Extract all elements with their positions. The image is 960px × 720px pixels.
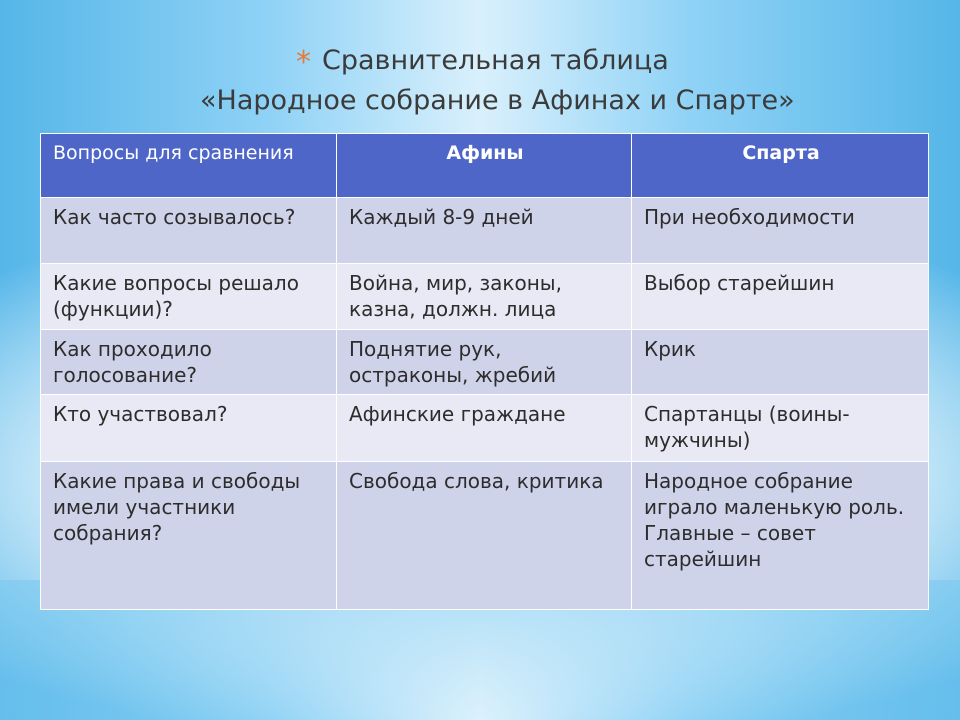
row-athens: Афинские граждане: [337, 395, 632, 462]
row-athens: Свобода слова, критика: [337, 462, 632, 610]
row-sparta: Выбор старейшин: [632, 264, 929, 330]
table-row: [41, 198, 929, 264]
row-question: Какие права и свободы имели участники собрания?: [41, 462, 337, 610]
table-row: [41, 462, 929, 610]
table-header-row: [41, 134, 929, 198]
table-row: [41, 264, 929, 330]
row-sparta: Народное собрание играло маленькую роль. Главные – совет старейшин: [632, 462, 929, 610]
title-line-2: «Народное собрание в Афинах и Спарте»: [200, 85, 795, 116]
header-athens: Афины: [337, 134, 632, 198]
bullet-star-icon: *: [296, 45, 311, 80]
title-line-1: Сравнительная таблица: [322, 45, 669, 76]
row-question: Как проходило голосование?: [41, 330, 337, 395]
table-row: [41, 395, 929, 462]
row-question: Как часто созывалось?: [41, 198, 337, 264]
row-sparta: При необходимости: [632, 198, 929, 264]
row-athens: Поднятие рук, остраконы, жребий: [337, 330, 632, 395]
row-question: Кто участвовал?: [41, 395, 337, 462]
table-row: [41, 330, 929, 395]
row-sparta: Крик: [632, 330, 929, 395]
header-sparta: Спарта: [632, 134, 929, 198]
row-sparta: Спартанцы (воины-мужчины): [632, 395, 929, 462]
comparison-table: [40, 133, 929, 610]
row-athens: Война, мир, законы, казна, должн. лица: [337, 264, 632, 330]
header-questions: Вопросы для сравнения: [41, 134, 337, 198]
row-athens: Каждый 8-9 дней: [337, 198, 632, 264]
row-question: Какие вопросы решало (функции)?: [41, 264, 337, 330]
